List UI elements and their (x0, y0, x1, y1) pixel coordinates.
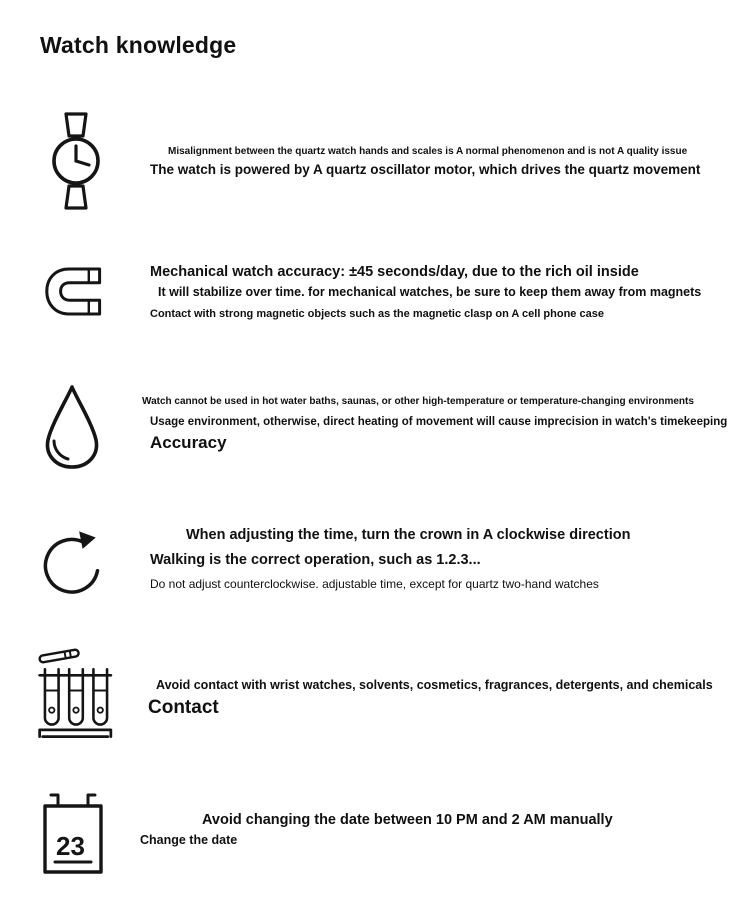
date-line-1: Avoid changing the date between 10 PM and 2 AM manually (202, 812, 613, 828)
accuracy-heading: Accuracy (150, 433, 227, 452)
quartz-main-line: The watch is powered by A quartz oscillator motor, which drives the quartz movement (150, 162, 701, 177)
water-drop-icon (40, 383, 104, 471)
adjust-line-1: When adjusting the time, turn the crown in A clockwise direction (186, 527, 631, 543)
section-magnet (150, 264, 735, 327)
clockwise-arrow-icon (38, 522, 108, 602)
magnet-icon-svg (42, 263, 102, 320)
page-title: Watch knowledge (40, 32, 237, 58)
chemicals-line-1: Avoid contact with wrist watches, solvents, cosmetics, fragrances, detergents, and chemicals (156, 678, 713, 692)
contact-heading: Contact (148, 697, 219, 718)
quartz-note-line: Misalignment between the quartz watch hands and scales is A normal phenomenon and is not A quality issue (168, 146, 688, 157)
temperature-line-1: Watch cannot be used in hot water baths, saunas, or other high-temperature or temperature-changing environments (142, 396, 694, 407)
adjust-line-2: Walking is the correct operation, such as 1.2.3... (150, 552, 481, 568)
calendar-icon (42, 792, 104, 876)
temperature-line-2: Usage environment, otherwise, direct heating of movement will cause imprecision in watch's timekeeping (150, 416, 728, 428)
magnet-icon (42, 263, 102, 320)
wristwatch-icon (45, 112, 107, 210)
section-chemicals (148, 678, 728, 726)
calendar-day-number: 23 (56, 831, 85, 861)
magnet-line-2: It will stabilize over time. for mechanical watches, be sure to keep them away from magnets (158, 285, 702, 299)
section-quartz-movement (150, 146, 725, 184)
magnet-line-3: Contact with strong magnetic objects such as the magnetic clasp on A cell phone case (150, 308, 604, 320)
calendar-icon-svg (42, 792, 104, 876)
section-adjust-time (150, 527, 730, 598)
adjust-line-3: Do not adjust counterclockwise. adjustable time, except for quartz two-hand watches (150, 577, 599, 591)
test-tubes-icon (38, 645, 114, 745)
clockwise-arrow-icon-svg (38, 522, 108, 602)
test-tubes-icon-svg (38, 645, 114, 745)
section-temperature (142, 396, 737, 460)
water-drop-icon-svg (40, 383, 104, 471)
date-line-2: Change the date (140, 833, 238, 847)
wristwatch-icon-svg (45, 112, 107, 210)
magnet-line-1: Mechanical watch accuracy: ±45 seconds/day, due to the rich oil inside (150, 264, 639, 280)
section-date-change (140, 812, 720, 854)
